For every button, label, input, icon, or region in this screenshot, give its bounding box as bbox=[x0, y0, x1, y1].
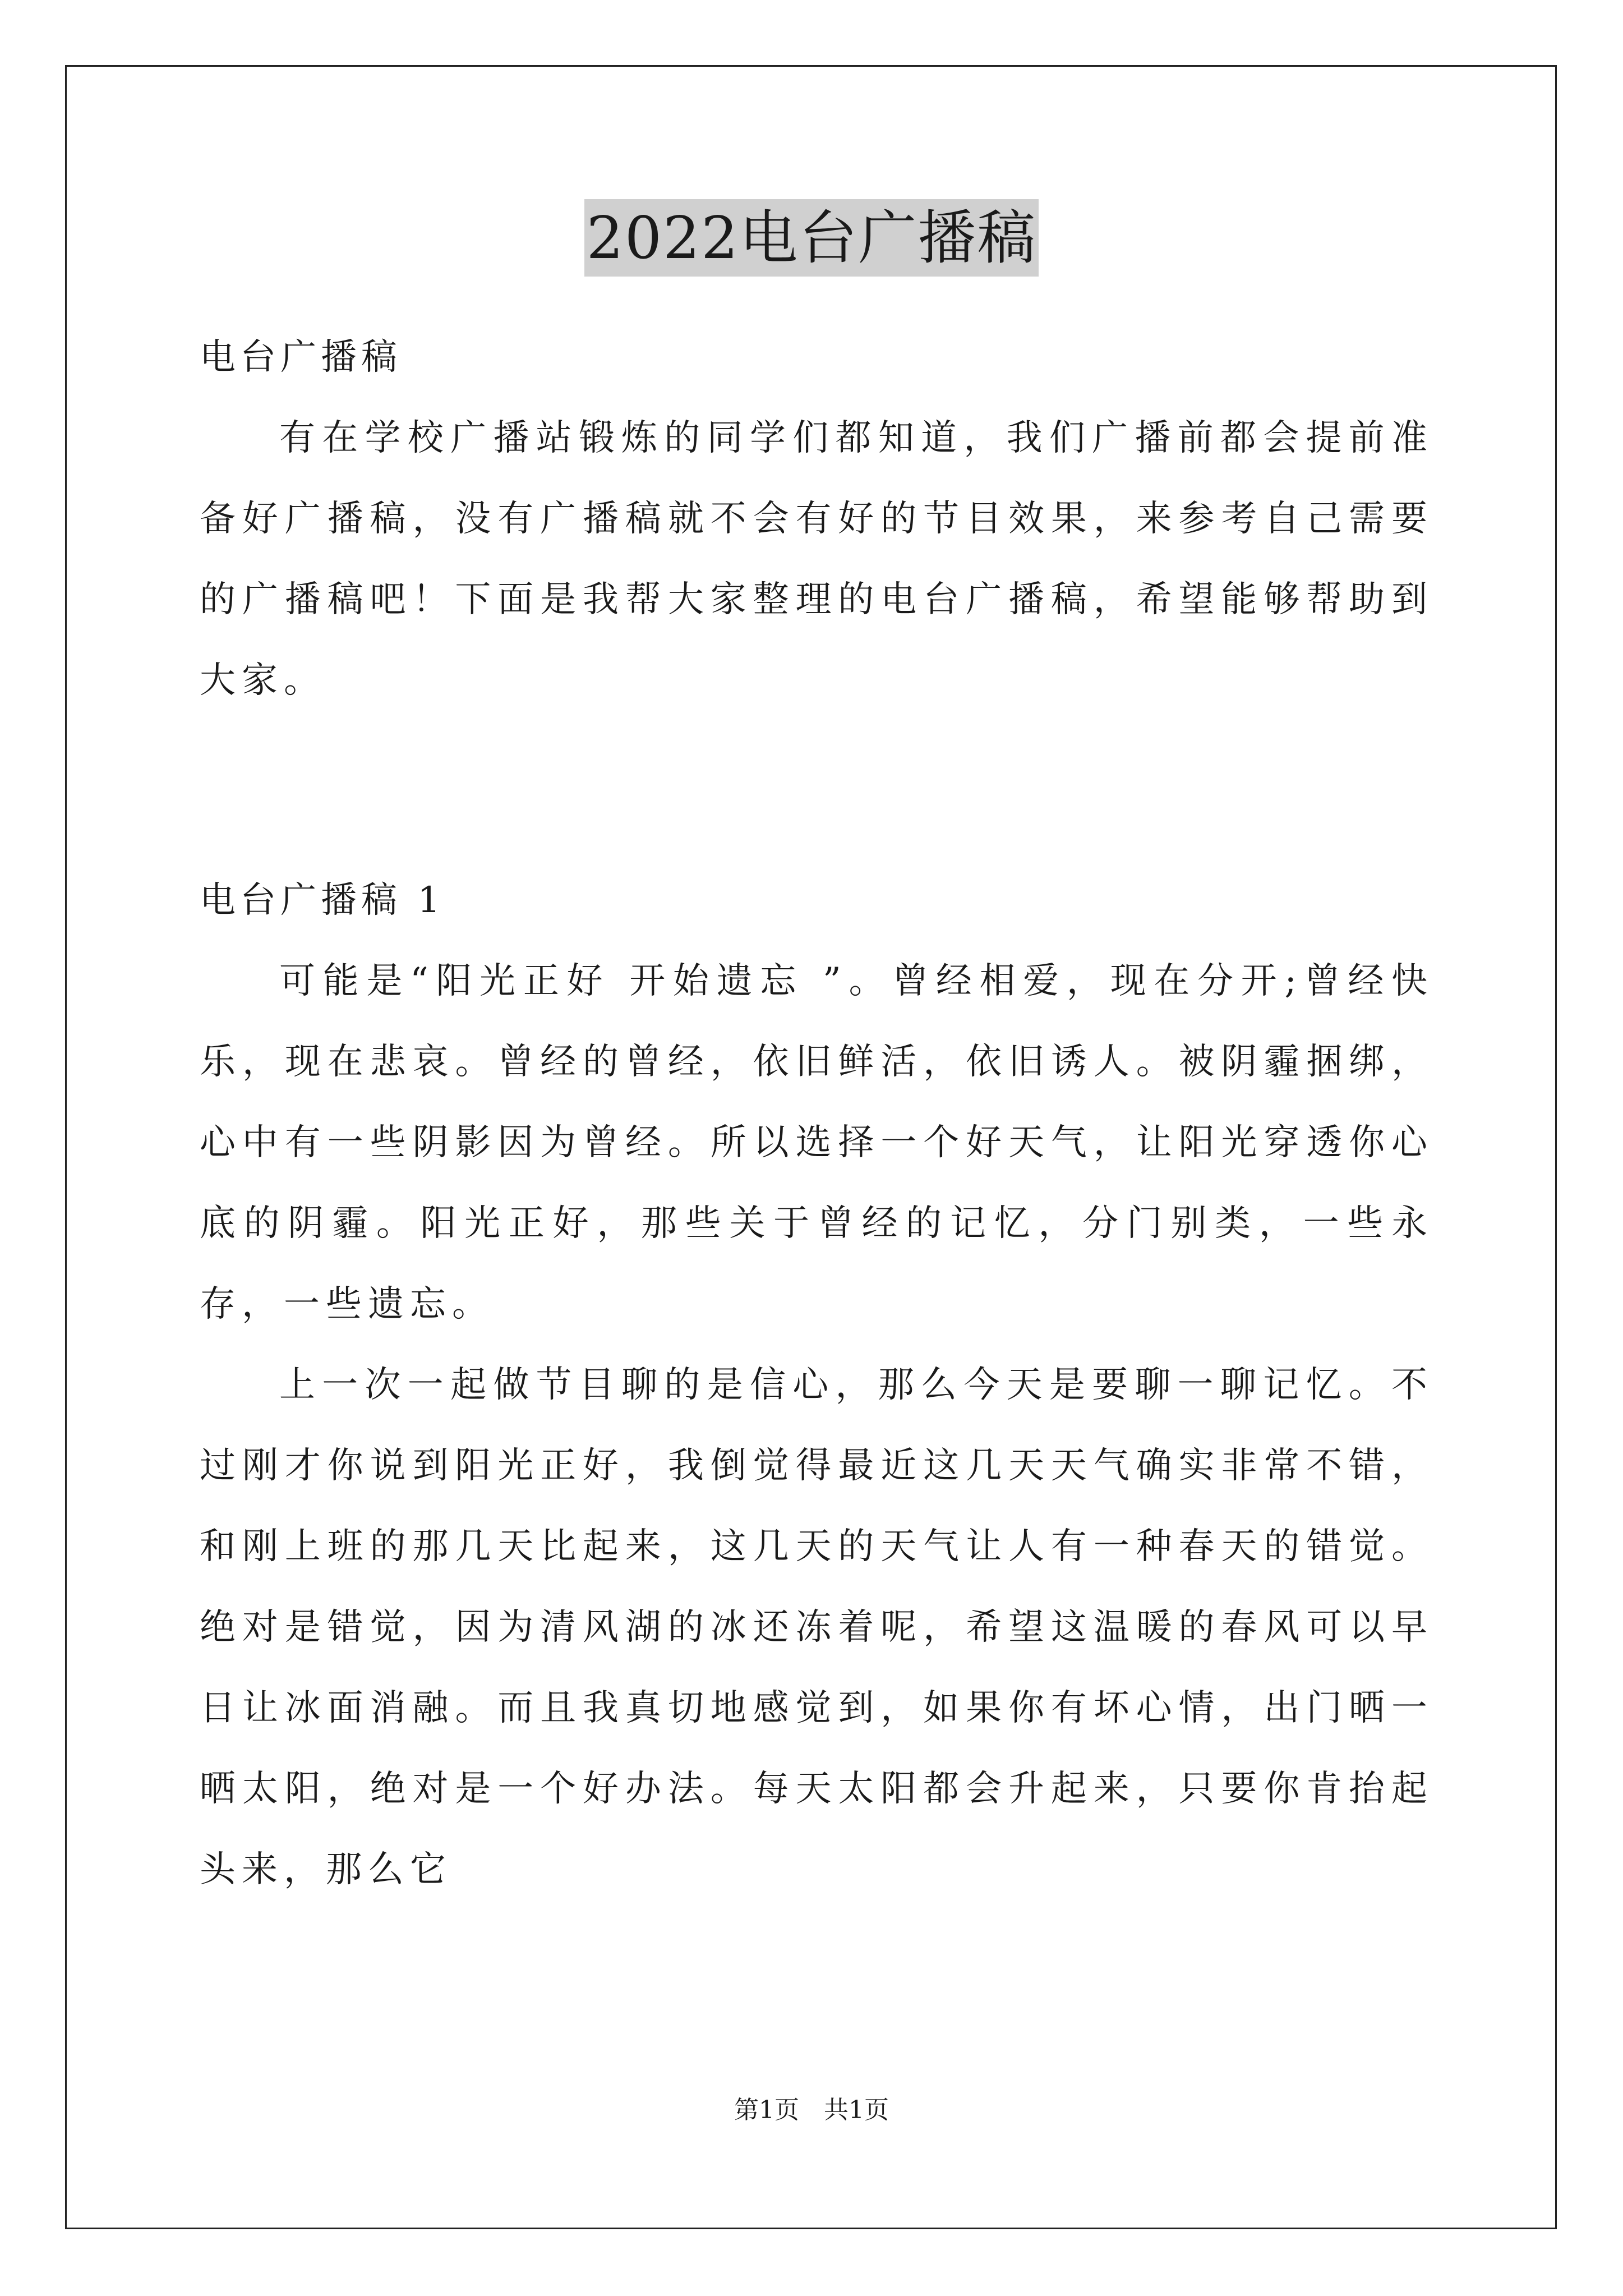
section-heading: 电台广播稿 1 bbox=[200, 880, 445, 921]
paragraph: 上一次一起做节目聊的是信心，那么今天是要聊一聊记忆。不过刚才你说到阳光正好，我倒觉得最近这几天天气确实非常不错，和刚上班的那几天比起来，这几天的天气让人有一种春天的错觉。绝对是错觉，因为清风湖的冰还冻着呢，希望这温暖的春风可以早日让冰面消融。而且我真切地感觉到，如果你有坏心情，出门晒一晒太阳，绝对是一个好办法。每天太阳都会升起来，只要你肯抬起头来，那么它 bbox=[200, 1364, 1433, 1890]
title-container bbox=[0, 199, 1623, 277]
paragraph: 可能是“阳光正好 开始遗忘 ”。曾经相爱，现在分开;曾经快乐，现在悲哀。曾经的曾经，依旧鲜活，依旧诱人。被阴霾捆绑，心中有一些阴影因为曾经。所以选择一个好天气，让阳光穿透你心底的阴霾。阳光正好，那些关于曾经的记忆，分门别类，一些永存，一些遗忘。 bbox=[200, 960, 1433, 1325]
page-footer: 第1页 共1页 bbox=[734, 2096, 889, 2124]
paragraph: 有在学校广播站锻炼的同学们都知道，我们广播前都会提前准备好广播稿，没有广播稿就不会有好的节目效果，来参考自己需要的广播稿吧！下面是我帮大家整理的电台广播稿，希望能够帮助到大家。 bbox=[200, 417, 1433, 701]
document-body bbox=[200, 317, 1433, 1910]
section-heading: 电台广播稿 bbox=[200, 337, 402, 378]
document-title: 2022电台广播稿 bbox=[584, 199, 1039, 277]
section-spacer bbox=[200, 721, 1433, 860]
